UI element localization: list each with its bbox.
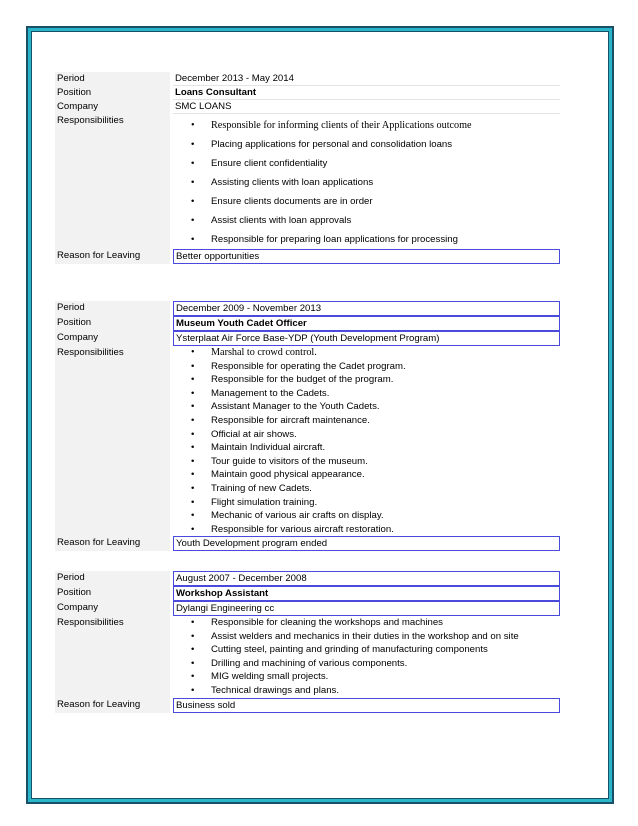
list-item: • Placing applications for personal and consolidation loans	[175, 135, 560, 154]
list-item: • Assist clients with loan approvals	[175, 211, 560, 230]
list-item: • Cutting steel, painting and grinding of manufacturing components	[175, 643, 560, 657]
list-item: • Responsible for operating the Cadet program.	[175, 360, 560, 374]
list-item: • Marshal to crowd control.	[175, 346, 560, 360]
list-item: • Responsible for aircraft maintenance.	[175, 414, 560, 428]
reason-label: Reason for Leaving	[55, 249, 170, 264]
list-item: • MIG welding small projects.	[175, 670, 560, 684]
list-item: • Training of new Cadets.	[175, 482, 560, 496]
company-row	[55, 331, 560, 346]
responsibilities-list	[175, 116, 560, 249]
company-label: Company	[55, 601, 170, 616]
period-row	[55, 571, 560, 586]
list-item: • Assist welders and mechanics in their duties in the workshop and on site	[175, 630, 560, 644]
position-row	[55, 316, 560, 331]
reason-row	[55, 698, 560, 713]
position-row	[55, 86, 560, 100]
list-item: • Ensure client confidentiality	[175, 154, 560, 173]
list-item: • Drilling and machining of various components.	[175, 657, 560, 671]
company-label: Company	[55, 100, 170, 114]
list-item: • Flight simulation training.	[175, 496, 560, 510]
period-label: Period	[55, 571, 170, 586]
responsibilities-list	[175, 616, 560, 698]
list-item: • Responsible for the budget of the program.	[175, 373, 560, 387]
company-value: Dylangi Engineering cc	[173, 601, 560, 616]
responsibilities-row	[55, 346, 560, 536]
list-item: • Maintain Individual aircraft.	[175, 441, 560, 455]
list-item: • Maintain good physical appearance.	[175, 468, 560, 482]
period-label: Period	[55, 72, 170, 86]
company-value: SMC LOANS	[173, 100, 560, 114]
list-item: • Tour guide to visitors of the museum.	[175, 455, 560, 469]
list-item: • Responsible for informing clients of their Applications outcome	[175, 116, 560, 135]
position-value: Museum Youth Cadet Officer	[173, 316, 560, 331]
job-entry-3	[55, 571, 560, 713]
reason-value: Business sold	[173, 698, 560, 713]
reason-label: Reason for Leaving	[55, 536, 170, 551]
responsibilities-row	[55, 616, 560, 698]
list-item: • Ensure clients documents are in order	[175, 192, 560, 211]
responsibilities-label: Responsibilities	[55, 346, 170, 536]
company-label: Company	[55, 331, 170, 346]
period-row	[55, 301, 560, 316]
list-item: • Responsible for preparing loan applications for processing	[175, 230, 560, 249]
job-entry-1	[55, 72, 560, 264]
list-item: • Management to the Cadets.	[175, 387, 560, 401]
reason-row	[55, 249, 560, 264]
reason-value: Better opportunities	[173, 249, 560, 264]
list-item: • Official at air shows.	[175, 428, 560, 442]
responsibilities-label: Responsibilities	[55, 616, 170, 698]
company-row	[55, 601, 560, 616]
responsibilities-row	[55, 114, 560, 249]
list-item: • Technical drawings and plans.	[175, 684, 560, 698]
reason-label: Reason for Leaving	[55, 698, 170, 713]
list-item: • Mechanic of various air crafts on display.	[175, 509, 560, 523]
responsibilities-list	[175, 346, 560, 536]
company-row	[55, 100, 560, 114]
list-item: • Responsible for various aircraft restoration.	[175, 523, 560, 537]
reason-value: Youth Development program ended	[173, 536, 560, 551]
period-value: December 2013 - May 2014	[173, 72, 560, 86]
company-value: Ysterplaat Air Force Base-YDP (Youth Development Program)	[173, 331, 560, 346]
list-item: • Responsible for cleaning the workshops and machines	[175, 616, 560, 630]
list-item: • Assistant Manager to the Youth Cadets.	[175, 400, 560, 414]
position-label: Position	[55, 86, 170, 100]
position-label: Position	[55, 316, 170, 331]
responsibilities-label: Responsibilities	[55, 114, 170, 249]
job-entry-2	[55, 301, 560, 551]
position-row	[55, 586, 560, 601]
position-value: Loans Consultant	[173, 86, 560, 100]
list-item: • Assisting clients with loan applications	[175, 173, 560, 192]
reason-row	[55, 536, 560, 551]
period-row	[55, 72, 560, 86]
period-label: Period	[55, 301, 170, 316]
position-value: Workshop Assistant	[173, 586, 560, 601]
period-value: August 2007 - December 2008	[173, 571, 560, 586]
position-label: Position	[55, 586, 170, 601]
period-value: December 2009 - November 2013	[173, 301, 560, 316]
